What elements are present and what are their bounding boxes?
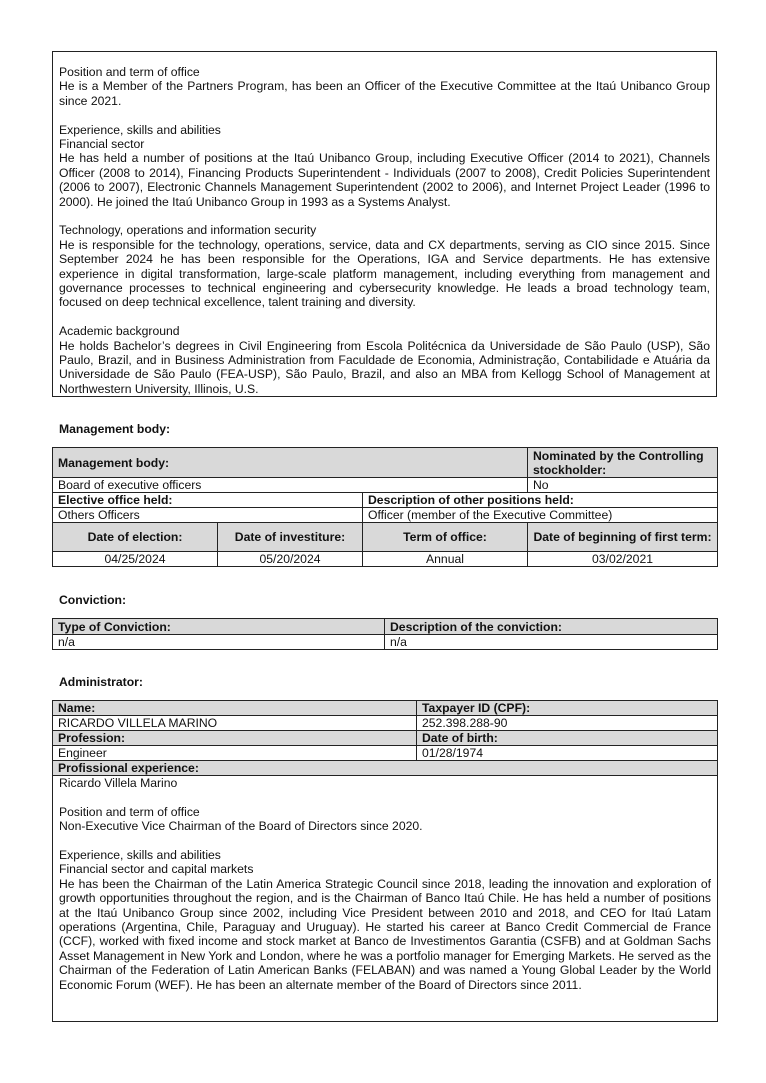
- position-heading: Position and term of office: [59, 65, 200, 79]
- experience-header: Profissional experience:: [53, 761, 718, 776]
- financial-text: He has held a number of positions at the Itaú Unibanco Group, including Executive Officer (2014 to 2021), Channels Officer (2008 to 2014), Financing Products Superintendent - Individuals (2007 to 2008), Credit Policies Superintendent (2006 to 2007), Electronic Channels Management Superintendent (2002 to 2006), and Internet Project Leader (1996 to 2000). He joined the Itaú Unibanco Group in 1993 as a Systems Analyst.: [59, 151, 710, 209]
- profession-header: Profession:: [53, 731, 417, 746]
- financial-heading: Financial sector: [59, 137, 145, 152]
- conviction-desc-header: Description of the conviction:: [385, 619, 718, 635]
- cpf-header: Taxpayer ID (CPF):: [417, 701, 718, 716]
- name-value: RICARDO VILLELA MARINO: [53, 716, 417, 731]
- cpf-value: 252.398.288-90: [417, 716, 718, 731]
- conviction-section-title: Conviction:: [59, 593, 127, 607]
- nominated-value: No: [528, 478, 718, 493]
- dob-value: 01/28/1974: [417, 746, 718, 761]
- term-office-header: Term of office:: [363, 523, 528, 552]
- tech-heading: Technology, operations and information security: [59, 223, 317, 238]
- admin-sector-heading: Financial sector and capital markets: [59, 862, 254, 877]
- name-header: Name:: [53, 701, 417, 716]
- administrator-section-title: Administrator:: [59, 675, 143, 689]
- admin-position-heading: Position and term of office: [59, 804, 200, 819]
- administrator-table: [52, 700, 718, 1022]
- nominated-header: Nominated by the Controlling stockholder:: [528, 448, 718, 478]
- management-section-title: Management body:: [59, 422, 171, 436]
- tech-text: He is responsible for the technology, operations, service, data and CX departments, serving as CIO since 2015. Since September 2024 he has been responsible for the Operations, IGA and Service departments. He has extensive experience in digital transformation, large-scale platform management, including everything from management and governance processes to technical engineering and cybersecurity knowledge. He leads a broad technology team, focused on deep technical excellence, talent training and diversity.: [59, 237, 710, 310]
- admin-experience-heading: Experience, skills and abilities: [59, 848, 221, 862]
- experience-heading: Experience, skills and abilities: [59, 122, 221, 137]
- other-positions-header: Description of other positions held:: [363, 493, 718, 508]
- profession-value: Engineer: [53, 746, 417, 761]
- date-beginning-value: 03/02/2021: [528, 552, 718, 567]
- experience-cell: [53, 776, 718, 1022]
- position-text: He is a Member of the Partners Program, has been an Officer of the Executive Committee at the Itaú Unibanco Group since 2021.: [59, 79, 710, 108]
- elective-office-header: Elective office held:: [53, 493, 363, 508]
- academic-text: He holds Bachelor’s degrees in Civil Engineering from Escola Politécnica da Universidade de São Paulo (USP), São Paulo, Brazil, and in Business Administration from Faculdade de Economia, Administração, Contabilidade e Atuária da Universidade de São Paulo (FEA-USP), São Paulo, Brazil, and also an MBA from Kellogg School of Management at Northwestern University, Illinois, U.S.: [59, 338, 710, 396]
- academic-heading: Academic background: [59, 324, 180, 339]
- management-body-header: Management body:: [53, 448, 528, 478]
- conviction-table: [52, 618, 718, 650]
- management-table: [52, 447, 718, 567]
- bio-box-top: [52, 51, 717, 397]
- date-election-value: 04/25/2024: [53, 552, 218, 567]
- conviction-desc-value: n/a: [385, 635, 718, 650]
- conviction-type-header: Type of Conviction:: [53, 619, 385, 635]
- date-beginning-header: Date of beginning of first term:: [528, 523, 718, 552]
- term-office-value: Annual: [363, 552, 528, 567]
- management-body-value: Board of executive officers: [53, 478, 528, 493]
- exp-name: Ricardo Villela Marino: [59, 776, 178, 790]
- date-investiture-header: Date of investiture:: [218, 523, 363, 552]
- date-investiture-value: 05/20/2024: [218, 552, 363, 567]
- other-positions-value: Officer (member of the Executive Committee): [363, 508, 718, 523]
- elective-office-value: Others Officers: [53, 508, 363, 523]
- conviction-type-value: n/a: [53, 635, 385, 650]
- admin-position-text: Non-Executive Vice Chairman of the Board of Directors since 2020.: [59, 819, 423, 834]
- admin-sector-text: He has been the Chairman of the Latin America Strategic Council since 2018, leading the innovation and exploration of growth opportunities throughout the region, and is the Chairman of Banco Itaú Chile. He has held a number of positions at the Itaú Unibanco Group since 2002, including Vice President between 2010 and 2018, and CEO for Itaú Latam operations (Argentina, Chile, Paraguay and Uruguay). He started his career at Banco Credit Commercial de France (CCF), worked with fixed income and stock market at Banco de Investimentos Garantia (CSFB) and at Goldman Sachs Asset Management in New York and London, where he was a portfolio manager for Emerging Markets. He served as the Chairman of the Federation of Latin American Banks (FELABAN) and was named a Young Global Leader by the World Economic Forum (WEF). He has been an alternate member of the Board of Directors since 2011.: [59, 876, 711, 992]
- date-election-header: Date of election:: [53, 523, 218, 552]
- dob-header: Date of birth:: [417, 731, 718, 746]
